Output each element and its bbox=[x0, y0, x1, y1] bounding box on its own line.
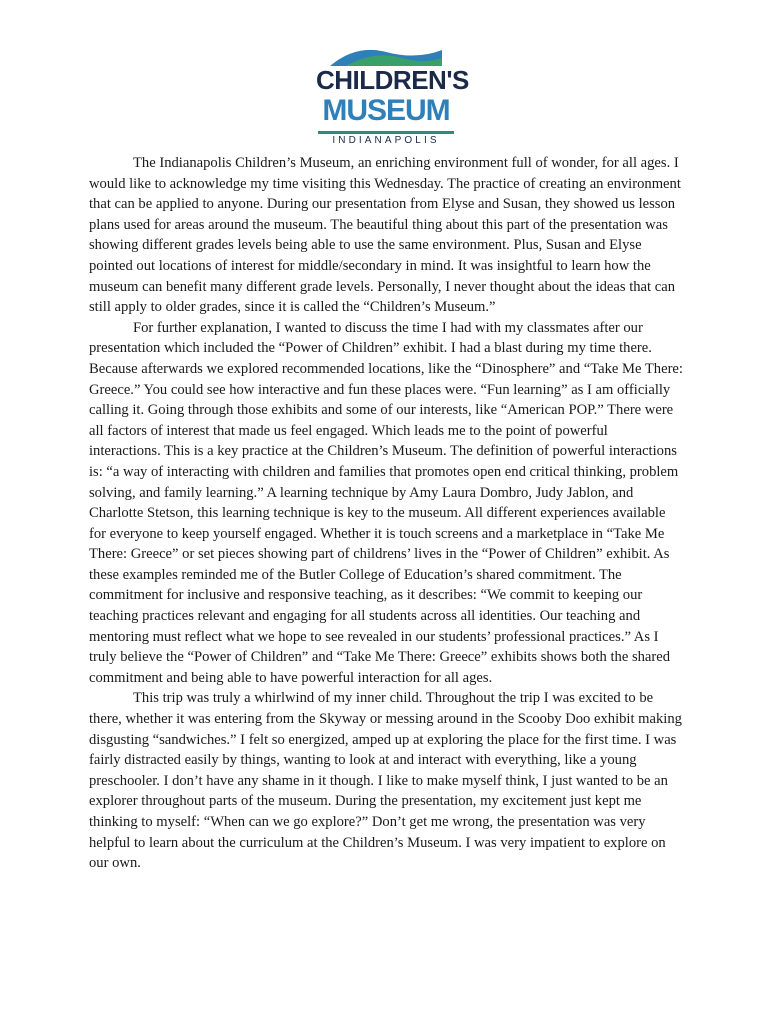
logo-divider bbox=[318, 131, 454, 134]
logo-subtitle: INDIANAPOLIS bbox=[332, 135, 440, 146]
paragraph-2: For further explanation, I wanted to discuss the time I had with my classmates after our presentation which included the “Power of Children” exhibit. I had a blast during my time there. Because afterwards we explored recommended locations, like the “Dinosphere” and “Take Me There: Greece.” You could see how interactive and fun these places were. “Fun learning” as I am officially calling it. Going through those exhibits and some of our interests, like “American POP.” There were all factors of interest that made us feel engaged. Which leads me to the point of powerful interactions. This is a key practice at the Children’s Museum. The definition of powerful interactions is: “a way of interacting with children and families that promotes open end critical thinking, problem solving, and family learning.” A learning technique by Amy Laura Dombro, Judy Jablon, and Charlotte Stetson, this learning technique is key to the museum. All different experiences available for everyone to keep yourself engaged. Whether it is touch screens and a marketplace in “Take Me There: Greece” or set pieces showing part of childrens’ lives in the “Power of Children” exhibit. As these examples reminded me of the Butler College of Education’s shared commitment. The commitment for inclusive and responsive teaching, as it describes: “We commit to keeping our teaching practices relevant and engaging for all students across all identities. Our teaching and mentoring must reflect what we hope to see revealed in our students’ professional practices.” As I truly believe the “Power of Children” and “Take Me There: Greece” exhibits shows both the shared commitment and being able to have powerful interaction for all ages. bbox=[89, 319, 683, 686]
essay-body bbox=[89, 153, 683, 874]
logo-title-line1: CHILDREN'S bbox=[316, 65, 469, 95]
childrens-museum-logo bbox=[316, 46, 469, 146]
paragraph-3: This trip was truly a whirlwind of my inner child. Throughout the trip I was excited to be there, whether it was entering from the Skyway or messing around in the Scooby Doo exhibit making disgusting “sandwiches.” I felt so energized, amped up at exploring the place for the first time. I was fairly distracted easily by things, wanting to look at and interact with everything, like a young preschooler. I don’t have any shame in it though. I like to make myself think, I just wanted to be an explorer throughout parts of the museum. During the presentation, my excitement just kept me thinking to myself: “When can we go explore?” Don’t get me wrong, the presentation was very helpful to learn about the curriculum at the Children’s Museum. I was very impatient to explore on our own. bbox=[89, 690, 682, 872]
logo-title-line2: MUSEUM bbox=[322, 94, 450, 127]
paragraph-1: The Indianapolis Children’s Museum, an enriching environment full of wonder, for all ages. I would like to acknowledge my time visiting this Wednesday. The practice of creating an environment that can be applied to anyone. During our presentation from Elyse and Susan, they showed us lesson plans used for areas around the museum. The beautiful thing about this part of the presentation was showing different grades levels being able to use the same environment. Plus, Susan and Elyse pointed out locations of interest for middle/secondary in mind. It was insightful to learn how the museum can benefit many different grade levels. Personally, I never thought about the ideas that can still apply to older grades, since it is called the “Children’s Museum.” bbox=[89, 155, 681, 316]
